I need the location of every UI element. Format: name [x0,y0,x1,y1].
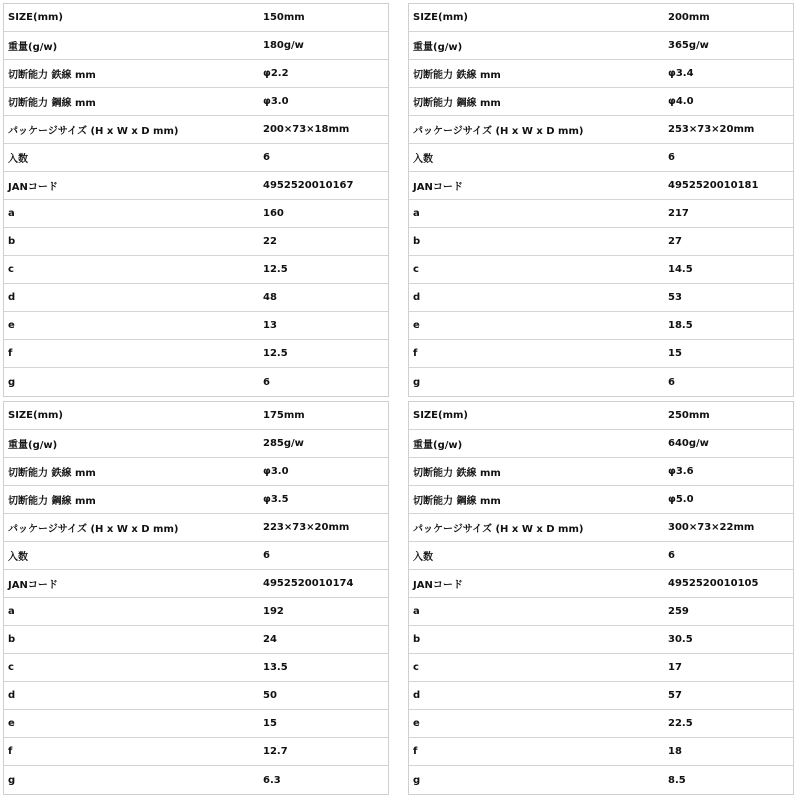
spec-value-c: 17 [668,662,682,673]
spec-row-c [409,256,793,284]
spec-label-d: d [8,690,16,701]
spec-value-b: 30.5 [668,634,693,645]
spec-value-f: 15 [668,348,682,359]
spec-value-g: 8.5 [668,774,686,786]
spec-label-weight: 重量(g/w) [8,42,58,53]
spec-label-package: パッケージサイズ (H x W x D mm) [413,126,584,137]
spec-row-d [409,682,793,710]
spec-label-g: g [413,774,421,786]
spec-row-jan [4,172,388,200]
spec-label-c: c [8,662,14,673]
spec-row-g [4,368,388,396]
spec-label-package: パッケージサイズ (H x W x D mm) [8,524,179,535]
spec-row-weight [409,430,793,458]
spec-row-cut-steel [4,486,388,514]
spec-label-a: a [413,606,420,617]
spec-value-e: 18.5 [668,320,693,331]
spec-row-e [4,710,388,738]
spec-row-f [409,340,793,368]
spec-label-b: b [413,236,421,247]
spec-label-package: パッケージサイズ (H x W x D mm) [413,524,584,535]
spec-label-weight: 重量(g/w) [413,42,463,53]
spec-value-size: 150mm [263,12,305,23]
spec-table-150mm [3,3,389,397]
spec-label-cut-steel: 切断能力 鋼線 mm [413,98,501,109]
spec-value-a: 192 [263,606,284,617]
spec-label-g: g [8,774,16,786]
spec-value-package: 200×73×18mm [263,124,350,135]
spec-value-cut-iron: φ3.4 [668,68,694,79]
spec-row-weight [409,32,793,60]
spec-row-package [409,514,793,542]
spec-value-cut-steel: φ4.0 [668,96,694,107]
spec-value-b: 24 [263,634,277,645]
spec-value-jan: 4952520010174 [263,578,354,589]
spec-label-f: f [413,348,418,359]
spec-label-cut-steel: 切断能力 鋼線 mm [8,98,96,109]
spec-value-a: 259 [668,606,689,617]
spec-value-package: 223×73×20mm [263,522,350,533]
spec-value-e: 13 [263,320,277,331]
spec-row-b [4,228,388,256]
spec-row-size [4,4,388,32]
spec-value-package: 300×73×22mm [668,522,755,533]
spec-table-200mm [408,3,794,397]
spec-row-package [409,116,793,144]
spec-row-d [409,284,793,312]
spec-row-cut-iron [4,458,388,486]
spec-value-cut-iron: φ2.2 [263,68,289,79]
spec-label-e: e [413,718,420,729]
spec-label-c: c [413,264,419,275]
spec-value-c: 12.5 [263,264,288,275]
spec-value-cut-steel: φ3.0 [263,96,289,107]
spec-row-cut-iron [409,60,793,88]
spec-row-quantity [409,542,793,570]
spec-row-cut-iron [409,458,793,486]
spec-label-c: c [413,662,419,673]
spec-label-e: e [413,320,420,331]
spec-label-size: SIZE(mm) [413,12,468,23]
spec-label-cut-steel: 切断能力 鋼線 mm [413,496,501,507]
spec-label-quantity: 入数 [8,154,28,165]
spec-label-cut-iron: 切断能力 鉄線 mm [413,70,501,81]
spec-row-c [4,654,388,682]
spec-row-quantity [409,144,793,172]
spec-value-d: 48 [263,292,277,303]
spec-row-e [409,312,793,340]
spec-label-d: d [8,292,16,303]
spec-value-b: 27 [668,236,682,247]
spec-value-quantity: 6 [668,550,675,561]
spec-label-c: c [8,264,14,275]
spec-label-f: f [8,348,13,359]
spec-label-g: g [413,376,421,388]
spec-row-b [4,626,388,654]
spec-value-quantity: 6 [668,152,675,163]
spec-value-e: 22.5 [668,718,693,729]
spec-value-weight: 365g/w [668,40,709,51]
spec-row-c [4,256,388,284]
spec-label-jan: JANコード [8,580,58,591]
spec-value-a: 160 [263,208,284,219]
spec-label-size: SIZE(mm) [413,410,468,421]
spec-value-e: 15 [263,718,277,729]
spec-label-b: b [8,236,16,247]
spec-row-a [409,598,793,626]
spec-value-g: 6 [263,376,270,388]
spec-row-e [4,312,388,340]
spec-row-cut-steel [409,486,793,514]
spec-row-weight [4,430,388,458]
spec-label-f: f [8,746,13,757]
spec-label-f: f [413,746,418,757]
spec-value-jan: 4952520010181 [668,180,759,191]
spec-row-f [4,738,388,766]
spec-value-d: 53 [668,292,682,303]
spec-value-g: 6.3 [263,774,281,786]
spec-label-g: g [8,376,16,388]
spec-label-b: b [413,634,421,645]
spec-label-jan: JANコード [413,182,463,193]
spec-row-g [409,766,793,794]
spec-row-cut-iron [4,60,388,88]
spec-row-g [4,766,388,794]
spec-value-size: 200mm [668,12,710,23]
spec-label-a: a [8,208,15,219]
spec-value-d: 57 [668,690,682,701]
spec-label-cut-steel: 切断能力 鋼線 mm [8,496,96,507]
spec-label-cut-iron: 切断能力 鉄線 mm [413,468,501,479]
spec-table-grid [3,3,797,797]
spec-row-package [4,514,388,542]
spec-label-d: d [413,292,421,303]
spec-value-b: 22 [263,236,277,247]
spec-label-weight: 重量(g/w) [8,440,58,451]
spec-value-package: 253×73×20mm [668,124,755,135]
spec-row-g [409,368,793,396]
spec-row-quantity [4,144,388,172]
spec-value-g: 6 [668,376,675,388]
spec-label-cut-iron: 切断能力 鉄線 mm [8,70,96,81]
spec-value-size: 250mm [668,410,710,421]
spec-label-b: b [8,634,16,645]
spec-row-f [4,340,388,368]
spec-value-quantity: 6 [263,152,270,163]
spec-value-c: 13.5 [263,662,288,673]
spec-label-e: e [8,320,15,331]
spec-row-size [409,4,793,32]
spec-value-weight: 180g/w [263,40,304,51]
spec-label-size: SIZE(mm) [8,12,63,23]
spec-value-cut-steel: φ5.0 [668,494,694,505]
spec-row-f [409,738,793,766]
spec-table-250mm [408,401,794,795]
spec-value-jan: 4952520010167 [263,180,354,191]
spec-value-jan: 4952520010105 [668,578,759,589]
spec-label-a: a [413,208,420,219]
spec-label-e: e [8,718,15,729]
spec-row-size [4,402,388,430]
spec-row-d [4,682,388,710]
spec-label-d: d [413,690,421,701]
spec-row-jan [409,172,793,200]
spec-value-f: 12.5 [263,348,288,359]
spec-row-a [4,200,388,228]
spec-row-cut-steel [4,88,388,116]
spec-value-f: 18 [668,746,682,757]
spec-value-cut-steel: φ3.5 [263,494,289,505]
spec-label-a: a [8,606,15,617]
spec-value-quantity: 6 [263,550,270,561]
spec-row-size [409,402,793,430]
spec-value-size: 175mm [263,410,305,421]
spec-row-quantity [4,542,388,570]
spec-value-d: 50 [263,690,277,701]
spec-row-jan [4,570,388,598]
spec-label-jan: JANコード [8,182,58,193]
spec-value-cut-iron: φ3.0 [263,466,289,477]
spec-value-a: 217 [668,208,689,219]
spec-value-cut-iron: φ3.6 [668,466,694,477]
spec-label-quantity: 入数 [413,154,433,165]
spec-row-a [409,200,793,228]
spec-row-weight [4,32,388,60]
spec-value-f: 12.7 [263,746,288,757]
spec-row-e [409,710,793,738]
spec-row-c [409,654,793,682]
spec-row-d [4,284,388,312]
spec-label-size: SIZE(mm) [8,410,63,421]
spec-row-b [409,626,793,654]
spec-label-weight: 重量(g/w) [413,440,463,451]
spec-row-jan [409,570,793,598]
spec-row-package [4,116,388,144]
spec-value-c: 14.5 [668,264,693,275]
spec-row-a [4,598,388,626]
spec-table-175mm [3,401,389,795]
spec-row-b [409,228,793,256]
spec-label-quantity: 入数 [413,552,433,563]
spec-value-weight: 640g/w [668,438,709,449]
spec-label-jan: JANコード [413,580,463,591]
spec-value-weight: 285g/w [263,438,304,449]
spec-row-cut-steel [409,88,793,116]
spec-label-cut-iron: 切断能力 鉄線 mm [8,468,96,479]
spec-label-package: パッケージサイズ (H x W x D mm) [8,126,179,137]
spec-label-quantity: 入数 [8,552,28,563]
